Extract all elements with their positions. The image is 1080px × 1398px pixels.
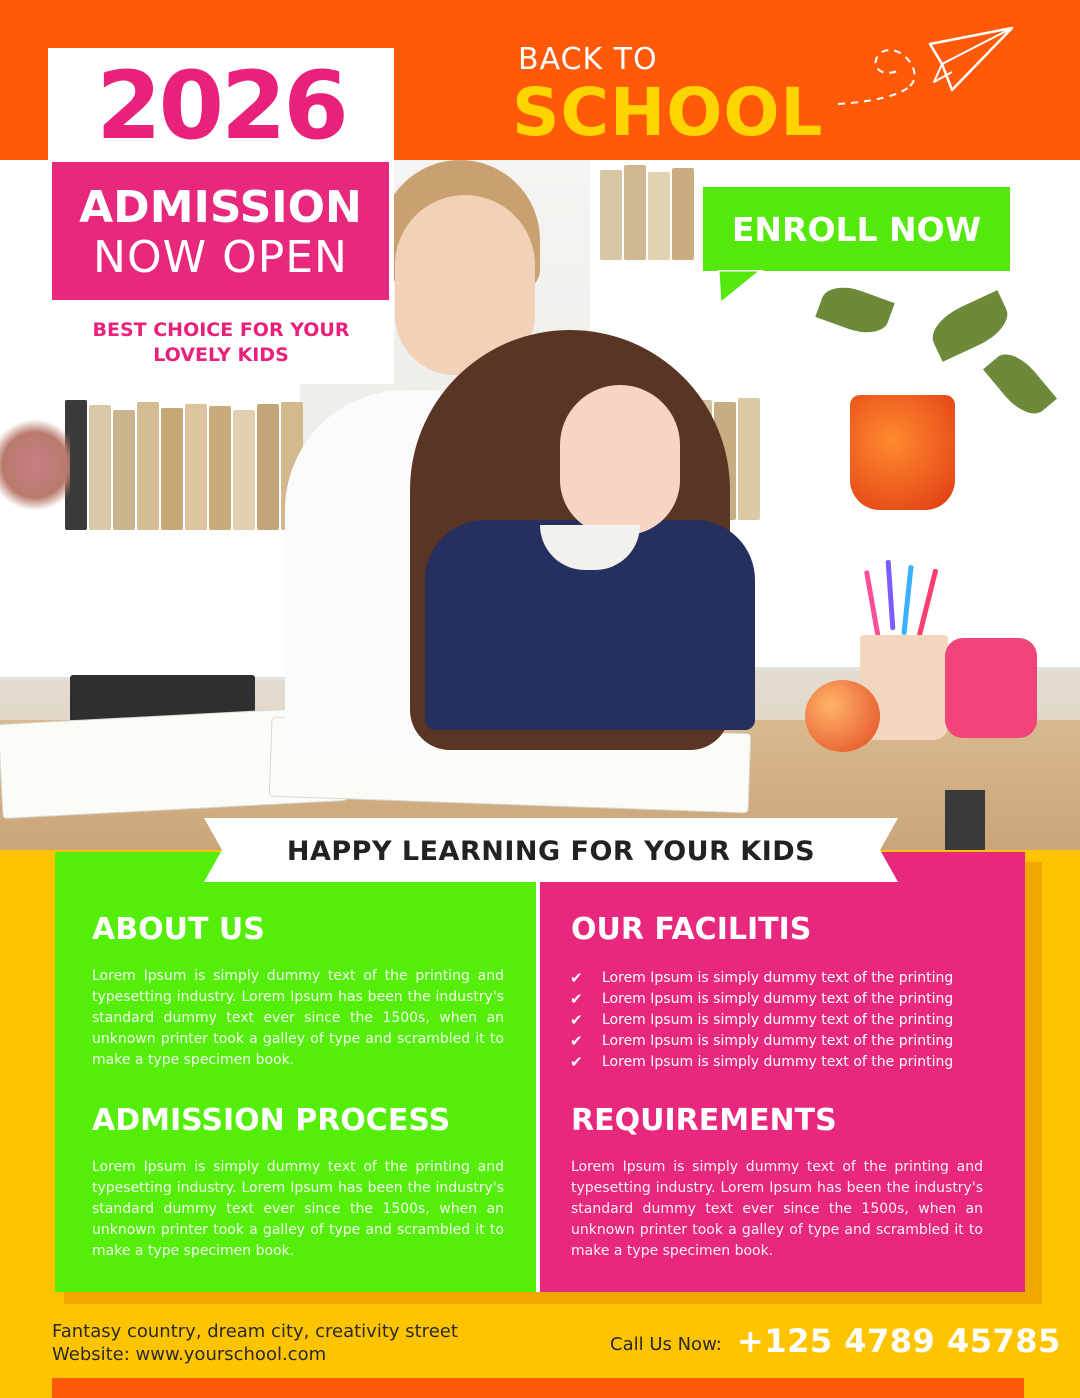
now-open-heading: NOW OPEN (93, 232, 348, 283)
admission-heading: ADMISSION (79, 182, 362, 233)
book-row (65, 400, 303, 530)
facility-text: Lorem Ipsum is simply dummy text of the printing (602, 1053, 954, 1070)
list-item (570, 1009, 953, 1030)
call-label: Call Us Now: (610, 1334, 722, 1355)
apple (805, 680, 880, 752)
list-item (570, 967, 953, 988)
facility-text: Lorem Ipsum is simply dummy text of the printing (602, 1011, 954, 1028)
check-icon: ✔ (570, 968, 583, 987)
school-heading: SCHOOL (512, 74, 824, 151)
check-icon: ✔ (570, 1052, 583, 1071)
facility-text: Lorem Ipsum is simply dummy text of the printing (602, 969, 954, 986)
list-item (570, 988, 953, 1009)
pencil-pouch (945, 638, 1037, 738)
facility-text: Lorem Ipsum is simply dummy text of the printing (602, 990, 954, 1007)
bottom-bar (52, 1378, 1024, 1398)
requirements-title: REQUIREMENTS (571, 1103, 837, 1138)
list-item (570, 1030, 953, 1051)
check-icon: ✔ (570, 989, 583, 1008)
enroll-now-button[interactable]: ENROLL NOW (703, 187, 1010, 271)
admission-banner (52, 162, 389, 300)
tagline (48, 318, 394, 368)
speech-tail (718, 270, 768, 306)
facility-text: Lorem Ipsum is simply dummy text of the printing (602, 1032, 954, 1049)
list-item (570, 1051, 953, 1072)
admission-card (48, 48, 394, 384)
contact-address (52, 1320, 458, 1366)
facilities-list (570, 967, 953, 1072)
website-link[interactable]: Website: www.yourschool.com (52, 1344, 327, 1365)
year-heading: 2026 (96, 52, 346, 161)
admission-process-body: Lorem Ipsum is simply dummy text of the printing and typesetting industry. Lorem Ipsum has been the industry's standard dummy text ever since the 1500s, when an unknown printer took a galley of type and scrambled it to make a type specimen book. (92, 1159, 504, 1259)
back-to-text: BACK TO (518, 42, 658, 77)
check-icon: ✔ (570, 1010, 583, 1029)
tagline-line: LOVELY KIDS (153, 344, 289, 366)
about-us-title: ABOUT US (92, 912, 265, 947)
address-line: Fantasy country, dream city, creativity street (52, 1321, 458, 1342)
ribbon-heading: HAPPY LEARNING FOR YOUR KIDS (286, 836, 816, 867)
check-icon: ✔ (570, 1031, 583, 1050)
admission-process-title: ADMISSION PROCESS (92, 1103, 451, 1138)
phone-number[interactable]: +125 4789 45785 (737, 1322, 1061, 1360)
about-us-body: Lorem Ipsum is simply dummy text of the printing and typesetting industry. Lorem Ipsum has been the industry's standard dummy text ever since the 1500s, when an unknown printer took a galley of type and scrambled it to make a type specimen book. (92, 968, 504, 1068)
card-divider (536, 852, 540, 1292)
book-row (600, 165, 694, 260)
girl-face (560, 385, 680, 535)
tagline-line: BEST CHOICE FOR YOUR (92, 319, 350, 341)
table-leg (945, 790, 985, 850)
paper-plane-icon (830, 22, 1020, 112)
facilities-title: OUR FACILITIS (571, 912, 812, 947)
flower-plant (0, 410, 70, 520)
flower-vase (850, 395, 955, 510)
requirements-body: Lorem Ipsum is simply dummy text of the printing and typesetting industry. Lorem Ipsum has been the industry's standard dummy text ever since the 1500s, when an unknown printer took a galley of type and scrambled it to make a type specimen book. (571, 1159, 983, 1259)
